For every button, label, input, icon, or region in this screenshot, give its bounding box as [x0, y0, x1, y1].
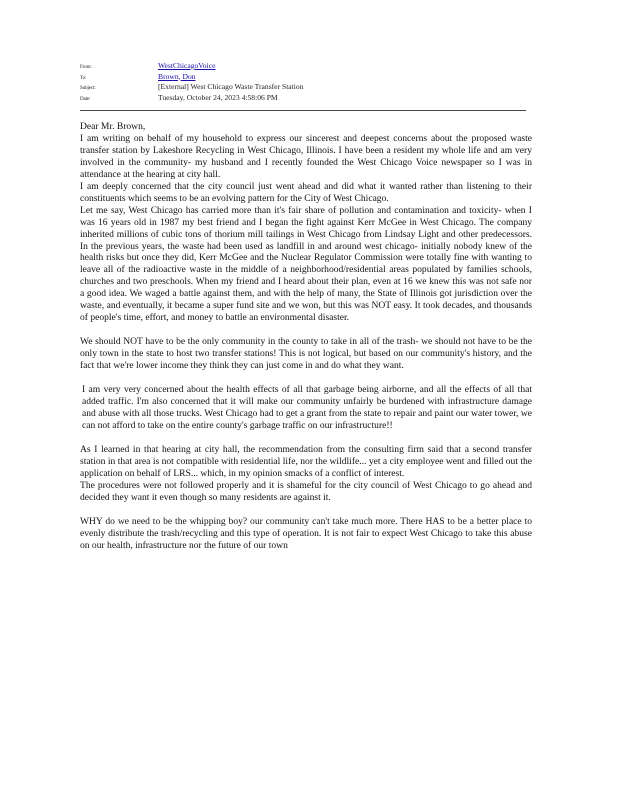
paragraph-5: I am very very concerned about the health effects of all that garbage being airborne, and all the effects of all that added traffic. I'm also concerned that it will make our community unfairly be burdened with infrastructure damage and abuse with all those trucks. West Chicago had to get a grant from the state to repair and paint our water tower, we can not afford to take on the entire county's garbage traffic on our infrastructure!!: [82, 384, 532, 431]
paragraph-3: Let me say, West Chicago has carried more than it's fair share of pollution and contamination and toxicity- when I was 16 years old in 1987 my best friend and I began the fight against Kerr McGee in West Chicago. The company inherited millions of cubic tons of thorium mill tailings in West Chicago from Lindsay Light and other predecessors. In the previous years, the waste had been used as landfill in and around west chicago- initially nobody knew of the health risks but once they did, Kerr McGee and the Nuclear Regulator Commission were totally fine with wanting to leave all of the radioactive waste in the middle of a neighborhood/residential areas populated by families schools, churches and two preschools. When my friend and I heard about their plan, even at 16 we knew this was not safe nor a good idea. We waged a battle against them, and with the help of many, the State of Illinois got jurisdiction over the waste, and eventually, it became a super fund site and we won, but this was NOT easy. It took decades, and thousands of people's time, effort, and money to battle an environmental disaster.: [80, 204, 532, 324]
paragraph-2: I am deeply concerned that the city council just went ahead and did what it wanted rather than listening to their constituents which seems to be an evolving pattern for the City of West Chicago.: [80, 180, 532, 204]
from-label: From:: [80, 65, 92, 70]
from-value-link[interactable]: WestChicagoVoice: [158, 61, 216, 70]
date-row: [80, 93, 520, 104]
paragraph-6: As I learned in that hearing at city hall, the recommendation from the consulting firm said that a second transfer station in that area is not compatible with residential life, nor the wildlife... yet a city employee went and filled out the application on behalf of LRS... which, in my opinion smacks of a conflict of interest.: [80, 443, 532, 479]
subject-value: [External] West Chicago Waste Transfer Station: [158, 82, 304, 91]
header-divider: [80, 110, 526, 111]
salutation: Dear Mr. Brown,: [80, 121, 146, 132]
letter-body: [80, 121, 532, 552]
paragraph-gap: [80, 504, 532, 516]
date-value: Tuesday, October 24, 2023 4:58:06 PM: [158, 92, 278, 102]
paragraph-gap: [80, 432, 532, 444]
email-header: [80, 61, 520, 103]
date-label: Date:: [80, 96, 91, 102]
paragraph-gap: [80, 324, 532, 336]
to-value-link[interactable]: Brown, Don: [158, 71, 196, 81]
to-label: To:: [80, 75, 87, 81]
from-row: [80, 61, 520, 72]
paragraph-4: We should NOT have to be the only community in the county to take in all of the trash- we should not have to be the only town in the state to host two transfer stations! This is not logical, but based on our community's history, and the fact that we're lower income they think they can just come in and do what they want.: [80, 336, 532, 372]
paragraph-7: The procedures were not followed properly and it is shameful for the city council of West Chicago to go ahead and decided they want it even though so many residents are against it.: [80, 479, 532, 503]
to-row: [80, 72, 520, 83]
paragraph-8: WHY do we need to be the whipping boy? our community can't take much more. There HAS to be a better place to evenly distribute the trash/recycling and this type of operation. It is not fair to expect West Chicago to take this abuse on our health, infrastructure nor the future of our town: [80, 515, 532, 551]
paragraph-gap: [80, 372, 532, 384]
paragraph-1: I am writing on behalf of my household to express our sincerest and deepest concerns about the proposed waste transfer station by Lakeshore Recycling in West Chicago, Illinois. I have been a resident my whole life and am very involved in the community- my husband and I recently founded the West Chicago Voice newspaper so I was in attendance at the hearing at city hall.: [80, 132, 532, 180]
subject-row: [80, 82, 520, 93]
subject-label: Subject:: [80, 86, 96, 91]
